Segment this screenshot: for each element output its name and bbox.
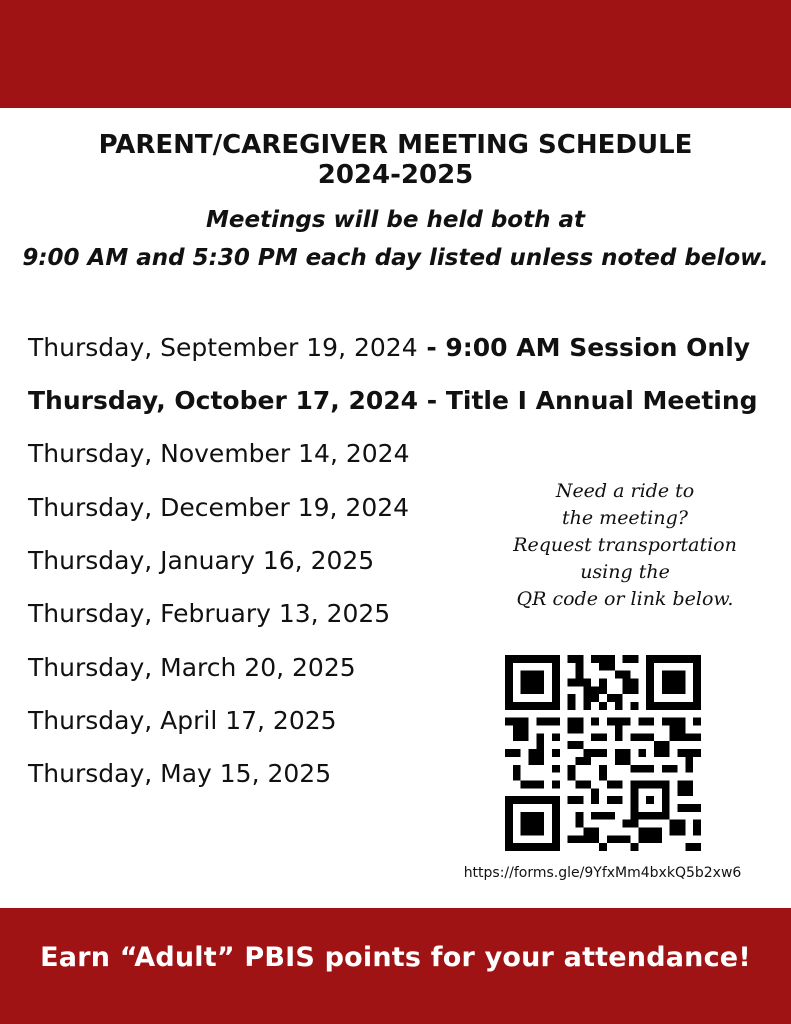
transport-line-5: QR code or link below.	[516, 588, 734, 610]
transport-line-4: using the	[580, 561, 670, 583]
meeting-date-4: Thursday, December 19, 2024	[28, 493, 410, 522]
transport-line-1: Need a ride to	[555, 480, 695, 502]
qr-code[interactable]	[505, 655, 701, 851]
transport-line-3: Request transportation	[513, 534, 737, 556]
meeting-date-8: Thursday, April 17, 2025	[28, 706, 337, 735]
subtitle-line-2: 9:00 AM and 5:30 PM each day listed unless noted below.	[22, 245, 769, 271]
meeting-date-6: Thursday, February 13, 2025	[28, 599, 391, 628]
meeting-date-3: Thursday, November 14, 2024	[28, 439, 410, 468]
school-year: 2024-2025	[317, 160, 474, 190]
transport-form-link[interactable]: https://forms.gle/9YfxMm4bxkQ5b2xw6	[463, 865, 742, 881]
transport-line-2: the meeting?	[562, 507, 688, 529]
meeting-date-2: Thursday, October 17, 2024 - Title I Annual Meeting	[28, 386, 758, 415]
meeting-date-9: Thursday, May 15, 2025	[28, 759, 332, 788]
page-title: PARENT/CAREGIVER MEETING SCHEDULE	[98, 130, 693, 160]
meeting-date-5: Thursday, January 16, 2025	[28, 546, 375, 575]
transport-note	[480, 478, 770, 613]
meeting-date-7: Thursday, March 20, 2025	[28, 653, 356, 682]
meeting-date-1: Thursday, September 19, 2024 - 9:00 AM Session Only	[28, 333, 751, 362]
top-banner	[0, 0, 791, 108]
subtitle-line-1: Meetings will be held both at	[206, 207, 585, 233]
footer-message: Earn “Adult” PBIS points for your attendance!	[40, 942, 751, 973]
